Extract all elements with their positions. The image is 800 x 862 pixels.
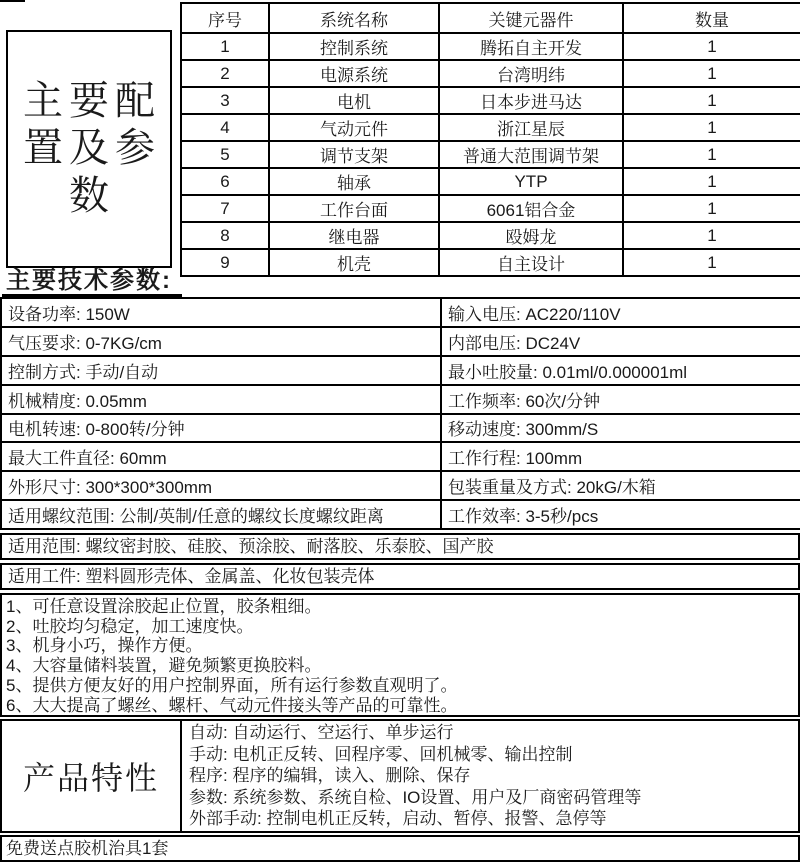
cell-index: 2 (181, 60, 269, 87)
feature-item: 1、可任意设置涂胶起止位置，胶条粗细。 (6, 597, 322, 616)
param-left: 控制方式: 手动/自动 (1, 356, 441, 385)
table-row (181, 87, 800, 114)
table-row (181, 249, 800, 276)
cell-index: 4 (181, 114, 269, 141)
footer-note-row: 免费送点胶机治具1套 (0, 835, 800, 862)
cell-system: 气动元件 (269, 114, 439, 141)
cell-qty: 1 (623, 141, 800, 168)
cell-index: 6 (181, 168, 269, 195)
param-left: 适用螺纹范围: 公制/英制/任意的螺纹长度螺纹距离 (1, 500, 441, 529)
cell-system: 控制系统 (269, 33, 439, 60)
feature-item: 4、大容量储料装置，避免频繁更换胶料。 (6, 656, 322, 676)
col-header-component: 关键元器件 (439, 3, 623, 33)
param-row (1, 442, 800, 471)
cell-qty: 1 (623, 114, 800, 141)
border-fragment (0, 0, 25, 2)
application-workpiece-row: 适用工件: 塑料圆形壳体、金属盖、化妆包装壳体 (0, 563, 800, 590)
cell-component: YTP (439, 168, 623, 195)
cell-qty: 1 (623, 60, 800, 87)
param-left: 机械精度: 0.05mm (1, 385, 441, 414)
cell-component: 殴姆龙 (439, 222, 623, 249)
cell-system: 继电器 (269, 222, 439, 249)
table-row (181, 168, 800, 195)
param-row (1, 471, 800, 500)
param-row (1, 385, 800, 414)
param-left: 最大工件直径: 60mm (1, 442, 441, 471)
cell-system: 工作台面 (269, 195, 439, 222)
param-right: 工作效率: 3-5秒/pcs (441, 500, 800, 529)
product-features-header-cell (2, 721, 182, 831)
param-row (1, 356, 800, 385)
cell-index: 7 (181, 195, 269, 222)
cell-qty: 1 (623, 33, 800, 60)
product-feature-line: 参数: 系统参数、系统自检、IO设置、用户及厂商密码管理等 (189, 787, 642, 807)
cell-qty: 1 (623, 87, 800, 114)
param-right: 工作频率: 60次/分钟 (441, 385, 800, 414)
cell-system: 电源系统 (269, 60, 439, 87)
product-feature-line: 外部手动: 控制电机正反转，启动、暂停、报警、急停等 (189, 809, 607, 828)
param-left: 外形尺寸: 300*300*300mm (1, 471, 441, 500)
config-section-header-cell (6, 30, 172, 268)
col-header-qty: 数量 (623, 3, 800, 33)
param-row (1, 298, 800, 327)
param-row (1, 327, 800, 356)
product-features-box (0, 719, 800, 833)
config-section-title: 主要配置及参数 (23, 79, 161, 218)
param-left: 电机转速: 0-800转/分钟 (1, 414, 441, 443)
cell-component: 普通大范围调节架 (439, 141, 623, 168)
cell-index: 8 (181, 222, 269, 249)
cell-component: 6061铝合金 (439, 195, 623, 222)
cell-qty: 1 (623, 168, 800, 195)
param-right: 输入电压: AC220/110V (441, 298, 800, 327)
tech-params-title: 主要技术参数: (2, 268, 182, 297)
config-header-row (181, 3, 800, 33)
cell-qty: 1 (623, 222, 800, 249)
cell-index: 1 (181, 33, 269, 60)
tech-params-heading (2, 268, 182, 297)
tech-params-table (0, 297, 800, 530)
table-row (181, 222, 800, 249)
cell-component: 日本步进马达 (439, 87, 623, 114)
feature-item: 2、吐胶均匀稳定，加工速度快。 (6, 616, 254, 636)
cell-qty: 1 (623, 195, 800, 222)
feature-item: 6、大大提高了螺丝、螺杆、气动元件接头等产品的可靠性。 (6, 695, 458, 715)
param-right: 最小吐胶量: 0.01ml/0.000001ml (441, 356, 800, 385)
features-list-box (0, 593, 800, 717)
col-header-index: 序号 (181, 3, 269, 33)
config-table (180, 2, 800, 277)
product-feature-line: 程序: 程序的编辑，读入、删除、保存 (189, 766, 471, 785)
param-right: 内部电压: DC24V (441, 327, 800, 356)
product-feature-line: 自动: 自动运行、空运行、单步运行 (189, 723, 454, 742)
table-row (181, 141, 800, 168)
feature-item: 3、机身小巧，操作方便。 (6, 636, 203, 656)
cell-system: 轴承 (269, 168, 439, 195)
application-range-row: 适用范围: 螺纹密封胶、硅胶、预涂胶、耐落胶、乐泰胶、国产胶 (0, 533, 800, 560)
cell-index: 5 (181, 141, 269, 168)
product-features-content (184, 722, 800, 830)
cell-component: 浙江星辰 (439, 114, 623, 141)
cell-index: 3 (181, 87, 269, 114)
param-row (1, 414, 800, 443)
cell-qty: 1 (623, 249, 800, 276)
table-row (181, 114, 800, 141)
param-right: 工作行程: 100mm (441, 442, 800, 471)
cell-component: 腾拓自主开发 (439, 33, 623, 60)
cell-component: 台湾明纬 (439, 60, 623, 87)
param-row (1, 500, 800, 529)
cell-system: 调节支架 (269, 141, 439, 168)
param-left: 气压要求: 0-7KG/cm (1, 327, 441, 356)
feature-item: 5、提供方便友好的用户控制界面，所有运行参数直观明了。 (6, 675, 458, 695)
cell-system: 电机 (269, 87, 439, 114)
cell-component: 自主设计 (439, 249, 623, 276)
cell-system: 机壳 (269, 249, 439, 276)
param-right: 包装重量及方式: 20kG/木箱 (441, 471, 800, 500)
table-row (181, 60, 800, 87)
product-feature-line: 手动: 电机正反转、回程序零、回机械零、输出控制 (189, 744, 573, 764)
param-left: 设备功率: 150W (1, 298, 441, 327)
product-features-title: 产品特性 (22, 760, 159, 796)
table-row (181, 33, 800, 60)
col-header-system: 系统名称 (269, 3, 439, 33)
cell-index: 9 (181, 249, 269, 276)
table-row (181, 195, 800, 222)
param-right: 移动速度: 300mm/S (441, 414, 800, 443)
